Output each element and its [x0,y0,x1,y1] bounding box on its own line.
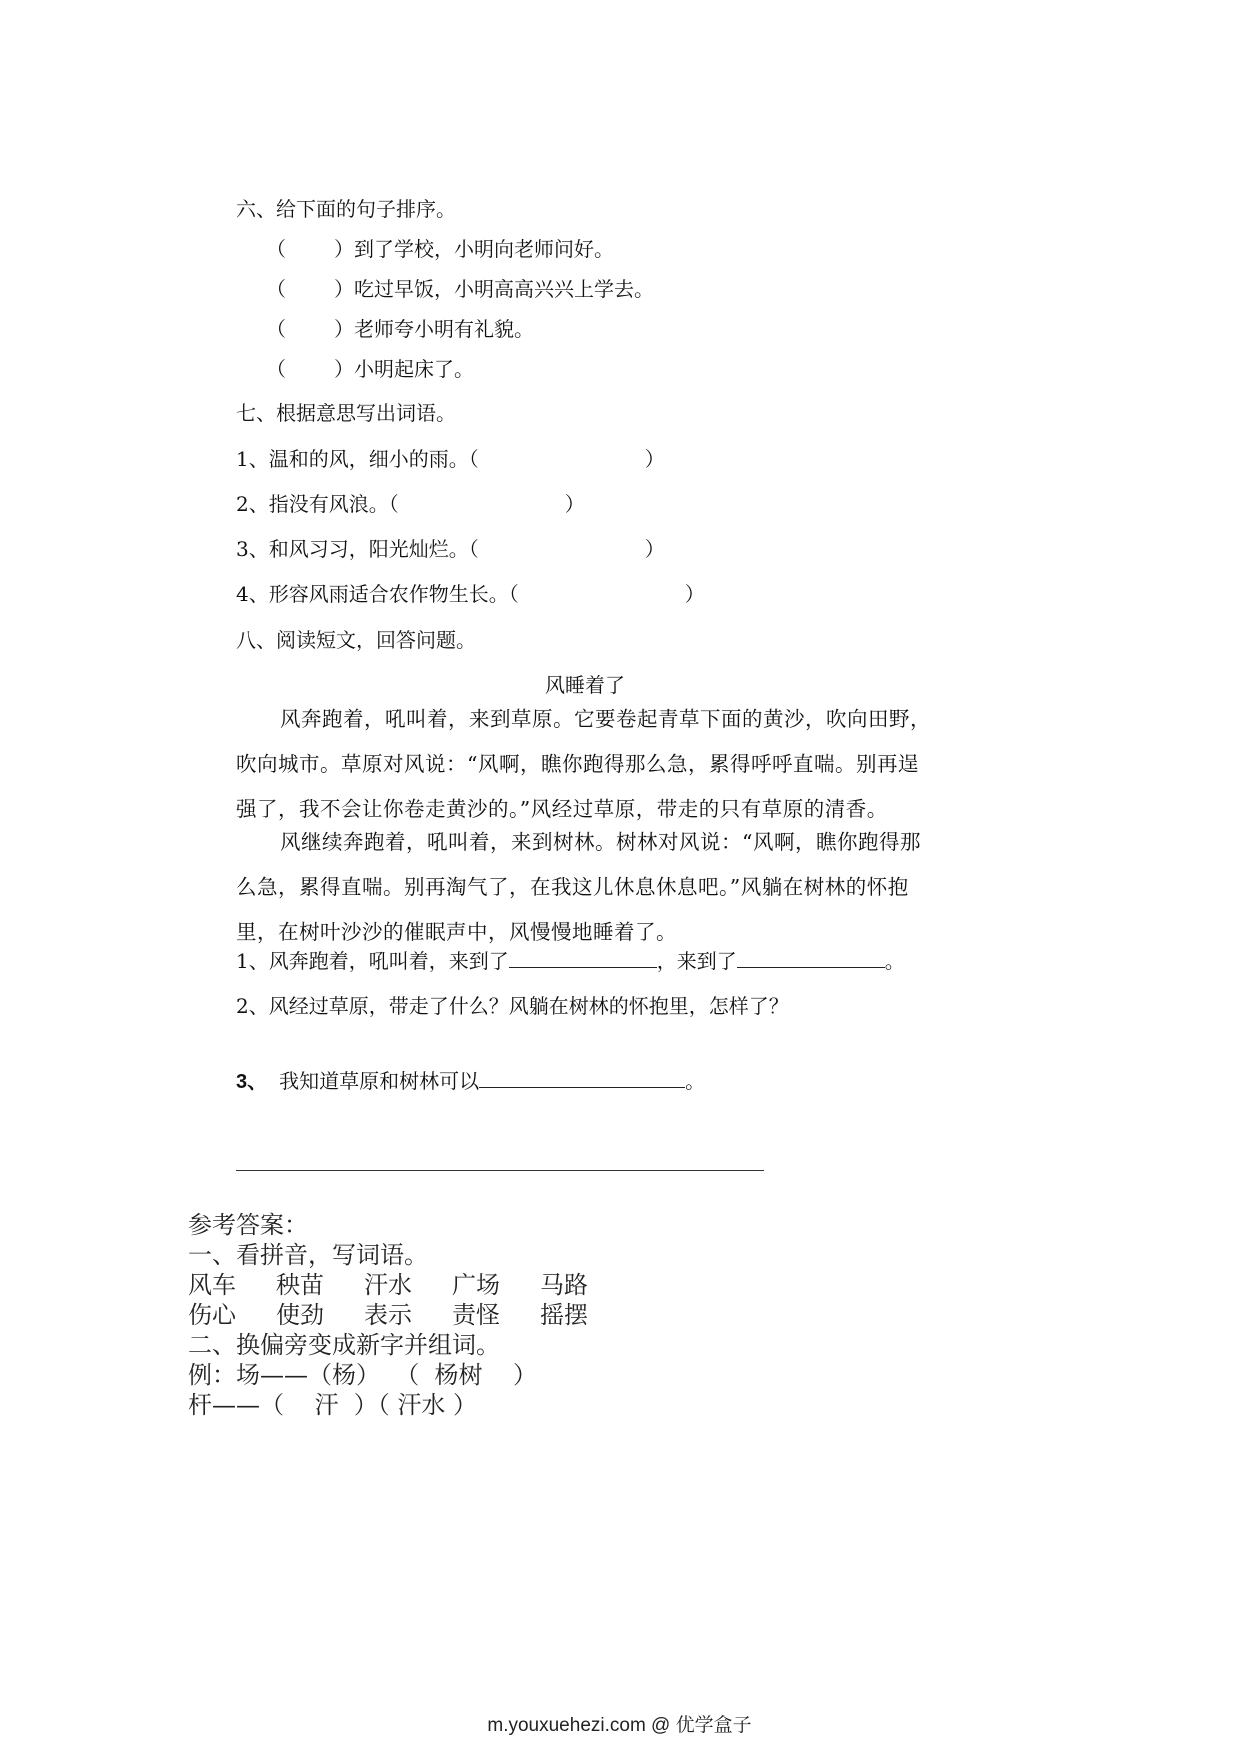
footer-watermark: m.youxuehezi.com @ 优学盒子 [487,1715,752,1736]
section8-title: 八、阅读短文，回答问题。 [236,628,476,652]
order-item: （ ）到了学校，小明向老师问好。 [266,237,614,261]
answer-blank[interactable] [236,1170,764,1171]
order-item: （ ）吃过早饭，小明高高兴兴上学去。 [266,277,654,301]
section6-title: 六、给下面的句子排序。 [236,197,456,221]
reading-question-3: 3、 我知道草原和树林可以 。 [236,1069,706,1093]
story-paragraph: 风奔跑着，吼叫着，来到草原。它要卷起青草下面的黄沙，吹向田野，吹向城市。草原对风说：“风啊，瞧你跑得那么急，累得呼呼直喘。别再逞强了，我不会让你卷走黄沙的。”风经过草原，带走的只有草原的清香。 [236,707,931,821]
answer-blank[interactable] [737,949,885,968]
reading-question-1: 1、风奔跑着，吼叫着，来到了 ，来到了 。 [236,949,905,973]
vocab-question: 3、和风习习，阳光灿烂。（ ） [236,537,665,561]
answers-title: 参考答案： [188,1211,308,1239]
vocab-question: 1、温和的风，细小的雨。（ ） [236,447,665,471]
answers-row: 风车 秧苗 汗水 广场 马路 [188,1271,588,1299]
order-item: （ ）老师夸小明有礼貌。 [266,317,534,341]
vocab-question: 4、形容风雨适合农作物生长。（ ） [236,582,705,606]
reading-question-2: 2、风经过草原，带走了什么？风躺在树林的怀抱里，怎样了？ [236,994,789,1018]
answers-row: 伤心 使劲 表示 责怪 摇摆 [188,1301,588,1329]
answer-blank[interactable] [509,949,657,968]
vocab-question: 2、指没有风浪。（ ） [236,492,585,516]
answers-part1-title: 一、看拼音，写词语。 [188,1241,428,1269]
story-title: 风睡着了 [545,673,625,697]
answers-line: 杆——（ 汗 ）（ 汗水 ） [188,1391,478,1419]
answer-blank[interactable] [479,1069,685,1088]
order-item: （ ）小明起床了。 [266,357,474,381]
story-paragraph: 风继续奔跑着，吼叫着，来到树林。树林对风说：“风啊，瞧你跑得那么急，累得直喘。别再淘气了，在我这儿休息休息吧。”风躺在树林的怀抱里，在树叶沙沙的催眠声中，风慢慢地睡着了。 [236,830,921,944]
answers-part2-title: 二、换偏旁变成新字并组词。 [188,1331,500,1359]
answers-example: 例：场——（杨） （ 杨树 ） [188,1361,538,1389]
section7-title: 七、根据意思写出词语。 [236,401,456,425]
